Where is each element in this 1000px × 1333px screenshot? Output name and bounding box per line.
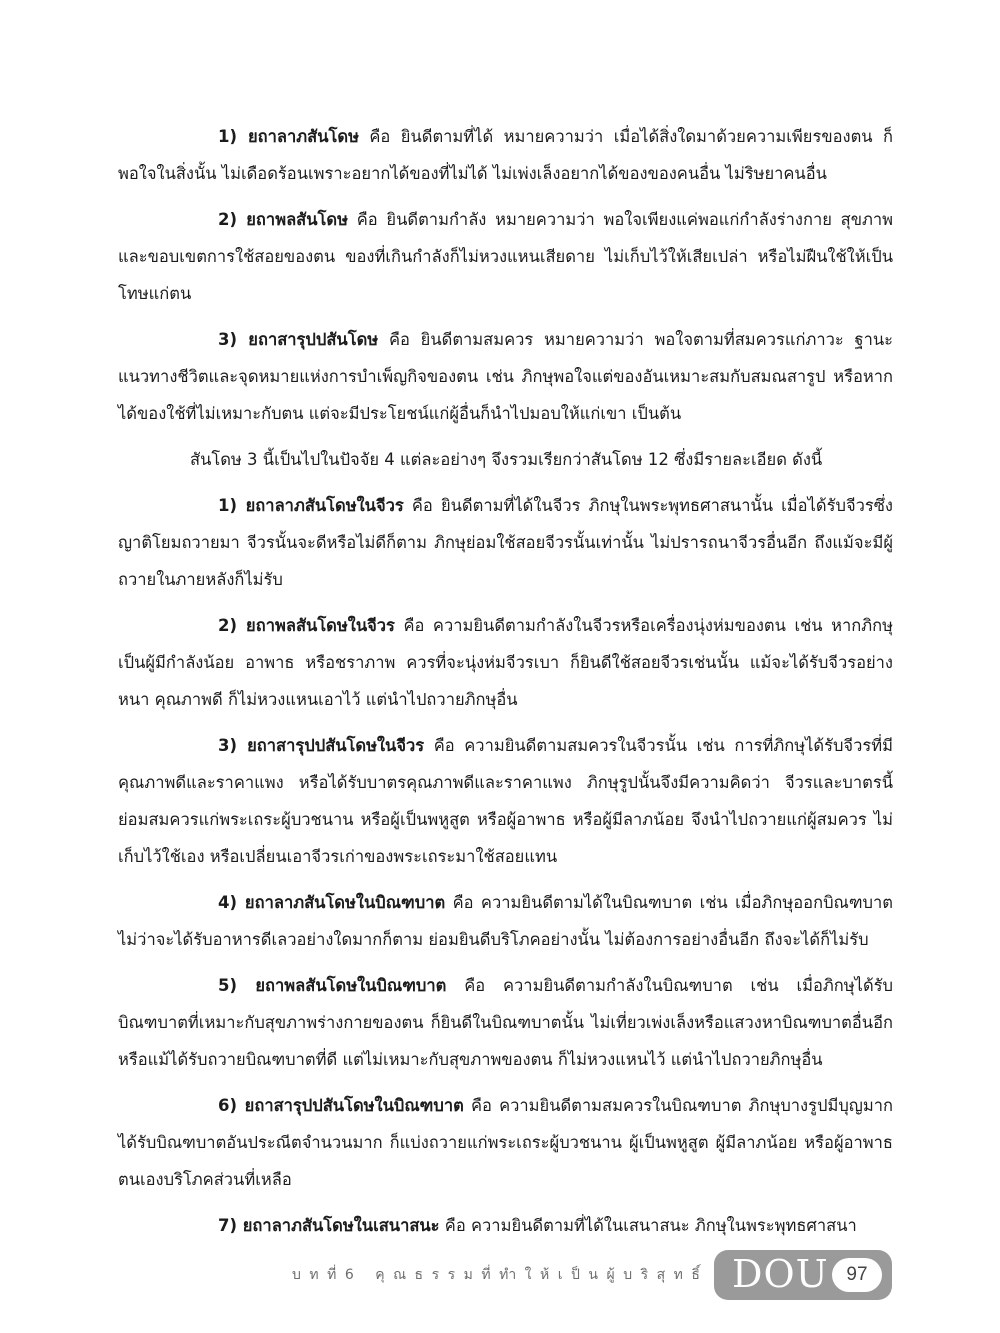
paragraph-2	[118, 201, 893, 312]
term-label: 2) ยถาพลสันโดษ	[218, 210, 348, 229]
paragraph-1	[118, 118, 893, 192]
term-definition: คือ ยินดีตามสมควร หมายความว่า พอใจตามที่สมควรแก่ภาวะ ฐานะ แนวทางชีวิตและจุดหมายแห่งการบำเพ็ญกิจของตน เช่น ภิกษุพอใจแต่ของอันเหมาะสมกับสมณสารูป หรือหากได้ของใช้ที่ไม่เหมาะกับตน แต่จะมีประโยชน์แก่ผู้อื่นก็นำไปมอบให้แก่เขา เป็นต้น	[118, 330, 894, 423]
term-definition: คือ ความยินดีตามได้ในบิณฑบาต เช่น เมื่อภิกษุออกบิณฑบาต ไม่ว่าจะได้รับอาหารดีเลวอย่างใดมากก็ตาม ย่อมยินดีบริโภคอย่างนั้น ไม่ต้องการอย่างอื่นอีก ถึงจะได้ก็ไม่รับ	[118, 893, 893, 949]
intro-text: สันโดษ 3 นี้เป็นไปในปัจจัย 4 แต่ละอย่างๆ จึงรวมเรียกว่าสันโดษ 12 ซึ่งมีรายละเอียด ดังนี้	[190, 450, 823, 469]
term-definition: คือ ความยินดีตามกำลังในบิณฑบาต เช่น เมื่อภิกษุได้รับบิณฑบาตที่เหมาะกับสุขภาพร่างกายของตน ก็ยินดีในบิณฑบาตนั้น ไม่เที่ยวเพ่งเล็งหรือแสวงหาบิณฑบาตอื่นอีก หรือแม้ได้รับถวายบิณฑบาตที่ดี แต่ไม่เหมาะกับสุขภาพของตน ก็ไม่หวงแหนไว้ แต่นำไปถวายภิกษุอื่น	[118, 976, 894, 1069]
page-number: 97	[832, 1258, 882, 1292]
term-label: 1) ยถาลาภสันโดษในจีวร	[218, 496, 404, 515]
term-definition: คือ ยินดีตามที่ได้ หมายความว่า เมื่อได้สิ่งใดมาด้วยความเพียรของตน ก็พอใจในสิ่งนั้น ไม่เดือดร้อนเพราะอยากได้ของที่ไม่ได้ ไม่เพ่งเล็งอยากได้ของของคนอื่น ไม่ริษยาคนอื่น	[118, 127, 894, 183]
body-text	[118, 118, 893, 1253]
dou-logo: DOU	[732, 1252, 829, 1296]
paragraph-8	[118, 967, 893, 1078]
term-label: 5) ยถาพลสันโดษในบิณฑบาต	[218, 976, 447, 995]
page-footer	[0, 1242, 1000, 1302]
term-definition: คือ ความยินดีตามสมควรในบิณฑบาต ภิกษุบางรูปมีบุญมาก ได้รับบิณฑบาตอันประณีตจำนวนมาก ก็แบ่งถวายแก่พระเถระผู้บวชนาน ผู้เป็นพหูสูต ผู้มีลาภน้อย หรือผู้อาพาธ ตนเองบริโภคส่วนที่เหลือ	[118, 1096, 893, 1189]
paragraph-4	[118, 487, 893, 598]
term-label: 3) ยถาสารุปปสันโดษ	[218, 330, 379, 349]
paragraph-3	[118, 321, 893, 432]
chapter-title: บทที่6 คุณธรรมที่ทำให้เป็นผู้บริสุทธิ์	[292, 1267, 709, 1283]
term-definition: คือ ความยินดีตามกำลังในจีวรหรือเครื่องนุ่งห่มของตน เช่น หากภิกษุเป็นผู้มีกำลังน้อย อาพาธ หรือชราภาพ ควรที่จะนุ่งห่มจีวรเบา ก็ยินดีใช้สอยจีวรเช่นนั้น แม้จะได้รับจีวรอย่างหนา คุณภาพดี ก็ไม่หวงแหนเอาไว้ แต่นำไปถวายภิกษุอื่น	[118, 616, 893, 709]
term-label: 4) ยถาลาภสันโดษในบิณฑบาต	[218, 893, 446, 912]
term-definition: คือ ยินดีตามกำลัง หมายความว่า พอใจเพียงแค่พอแก่กำลังร่างกาย สุขภาพ และขอบเขตการใช้สอยของตน ของที่เกินกำลังก็ไม่หวงแหนเสียดาย ไม่เก็บไว้ให้เสียเปล่า หรือไม่ฝืนใช้ให้เป็นโทษแก่ตน	[118, 210, 893, 303]
paragraph-7	[118, 884, 893, 958]
intro-paragraph	[118, 441, 893, 478]
term-label: 7) ยถาลาภสันโดษในเสนาสนะ	[218, 1216, 440, 1235]
term-definition: คือ ความยินดีตามสมควรในจีวรนั้น เช่น การที่ภิกษุได้รับจีวรที่มีคุณภาพดีและราคาแพง หรือได้รับบาตรคุณภาพดีและราคาแพง ภิกษุรูปนั้นจึงมีความคิดว่า จีวรและบาตรนี้ย่อมสมควรแก่พระเถระผู้บวชนาน หรือผู้เป็นพหูสูต หรือผู้อาพาธ หรือผู้มีลาภน้อย จึงนำไปถวายแก่ผู้สมควร ไม่เก็บไว้ใช้เอง หรือเปลี่ยนเอาจีวรเก่าของพระเถระมาใช้สอยแทน	[118, 736, 893, 866]
term-label: 6) ยถาสารุปปสันโดษในบิณฑบาต	[218, 1096, 464, 1115]
term-label: 2) ยถาพลสันโดษในจีวร	[218, 616, 395, 635]
term-label: 3) ยถาสารุปปสันโดษในจีวร	[218, 736, 425, 755]
term-definition: คือ ยินดีตามที่ได้ในจีวร ภิกษุในพระพุทธศาสนานั้น เมื่อได้รับจีวรซึ่งญาติโยมถวายมา จีวรนั้นจะดีหรือไม่ดีก็ตาม ภิกษุย่อมใช้สอยจีวรนั้นเท่านั้น ไม่ปรารถนาจีวรอื่นอีก ถึงแม้จะมีผู้ถวายในภายหลังก็ไม่รับ	[118, 496, 893, 589]
paragraph-6	[118, 727, 893, 875]
paragraph-10	[118, 1207, 893, 1244]
term-definition: คือ ความยินดีตามที่ได้ในเสนาสนะ ภิกษุในพระพุทธศาสนา	[439, 1216, 857, 1235]
paragraph-9	[118, 1087, 893, 1198]
paragraph-5	[118, 607, 893, 718]
term-label: 1) ยถาลาภสันโดษ	[218, 127, 359, 146]
dou-badge	[714, 1250, 892, 1300]
